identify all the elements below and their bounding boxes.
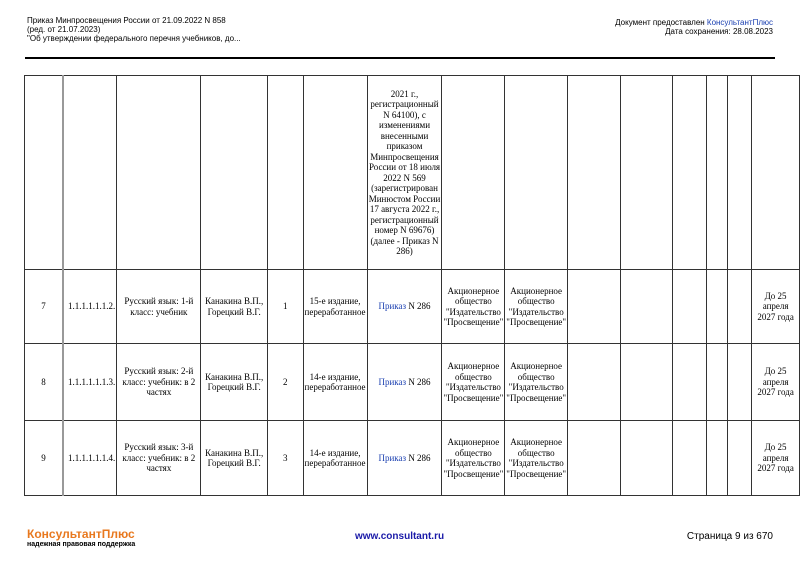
footer-slogan: надежная правовая поддержка xyxy=(27,541,136,548)
row-number: 9 xyxy=(25,421,63,496)
order-link[interactable]: Приказ xyxy=(378,301,407,312)
empty-cell xyxy=(568,344,621,421)
page-number: Страница 9 из 670 xyxy=(686,531,773,542)
publisher: Акционерное общество "Издательство "Просвещение" xyxy=(442,421,505,496)
empty-cell xyxy=(727,421,752,496)
empty-cell xyxy=(727,270,752,344)
footer-logo xyxy=(27,527,135,548)
grade: 3 xyxy=(267,421,303,496)
grade: 1 xyxy=(267,270,303,344)
empty-cell xyxy=(621,270,673,344)
edition: 15-е издание, переработанное xyxy=(303,270,367,344)
textbook-title: Русский язык: 2-й класс: учебник: в 2 частях xyxy=(117,344,201,421)
textbook-title: Русский язык: 1-й класс: учебник xyxy=(117,270,201,344)
publisher: Акционерное общество "Издательство "Просвещение" xyxy=(442,344,505,421)
empty-cell xyxy=(727,344,752,421)
authors: Канакина В.П., Горецкий В.Г. xyxy=(201,421,268,496)
empty-cell xyxy=(706,270,727,344)
order-number: N 286 xyxy=(406,452,431,463)
provided-by: Документ предоставлен xyxy=(615,18,707,27)
doc-revision: (ред. от 21.07.2023) xyxy=(27,25,101,34)
empty-cell xyxy=(673,344,706,421)
basis-cell xyxy=(367,421,442,496)
brand-link[interactable]: КонсультантПлюс xyxy=(706,18,773,27)
empty-cell xyxy=(706,421,727,496)
publisher: Акционерное общество "Издательство "Просвещение" xyxy=(442,270,505,344)
authors: Канакина В.П., Горецкий В.Г. xyxy=(201,270,268,344)
row-code: 1.1.1.1.1.1.3. xyxy=(63,344,117,421)
empty-cell xyxy=(568,421,621,496)
order-link[interactable]: Приказ xyxy=(378,376,407,387)
empty-cell xyxy=(568,270,621,344)
textbook-title: Русский язык: 3-й класс: учебник: в 2 частях xyxy=(117,421,201,496)
order-number: N 286 xyxy=(406,376,431,387)
row-code: 1.1.1.1.1.1.4. xyxy=(63,421,117,496)
empty-cell xyxy=(706,344,727,421)
basis-cell xyxy=(367,344,442,421)
table-row xyxy=(25,421,800,496)
empty-cell xyxy=(673,421,706,496)
row-code: 1.1.1.1.1.1.2. xyxy=(63,270,117,344)
valid-until: До 25 апреля 2027 года xyxy=(752,344,800,421)
continuation-cell: 2021 г., регистрационный N 64100), с изменениями внесенными приказом Минпросвещения России от 18 июля 2022 N 569 (зарегистрирован Минюстом России 17 августа 2022 г., регистрационный номер N 69676) (далее - Приказ N 286) xyxy=(367,76,442,270)
saved-date: Дата сохранения: 28.08.2023 xyxy=(665,27,773,36)
doc-title: Приказ Минпросвещения России от 21.09.2022 N 858 xyxy=(27,16,226,25)
table-row xyxy=(25,270,800,344)
header-left xyxy=(27,16,241,43)
order-link[interactable]: Приказ xyxy=(378,452,407,463)
producer: Акционерное общество "Издательство "Просвещение" xyxy=(505,344,568,421)
empty-cell xyxy=(673,270,706,344)
valid-until: До 25 апреля 2027 года xyxy=(752,421,800,496)
header-divider xyxy=(25,57,775,59)
textbook-table xyxy=(24,75,800,496)
producer: Акционерное общество "Издательство "Просвещение" xyxy=(505,421,568,496)
empty-cell xyxy=(621,344,673,421)
table-row xyxy=(25,76,800,270)
grade: 2 xyxy=(267,344,303,421)
producer: Акционерное общество "Издательство "Просвещение" xyxy=(505,270,568,344)
header-right xyxy=(615,18,773,36)
authors: Канакина В.П., Горецкий В.Г. xyxy=(201,344,268,421)
empty-cell xyxy=(621,421,673,496)
edition: 14-е издание, переработанное xyxy=(303,344,367,421)
row-number: 8 xyxy=(25,344,63,421)
order-number: N 286 xyxy=(406,301,431,312)
table-row xyxy=(25,344,800,421)
valid-until: До 25 апреля 2027 года xyxy=(752,270,800,344)
footer-url-link[interactable]: www.consultant.ru xyxy=(355,531,445,542)
row-number: 7 xyxy=(25,270,63,344)
doc-subtitle: "Об утверждении федерального перечня учебников, до... xyxy=(27,34,241,43)
footer-brand: КонсультантПлюс xyxy=(27,527,135,541)
basis-cell xyxy=(367,270,442,344)
edition: 14-е издание, переработанное xyxy=(303,421,367,496)
